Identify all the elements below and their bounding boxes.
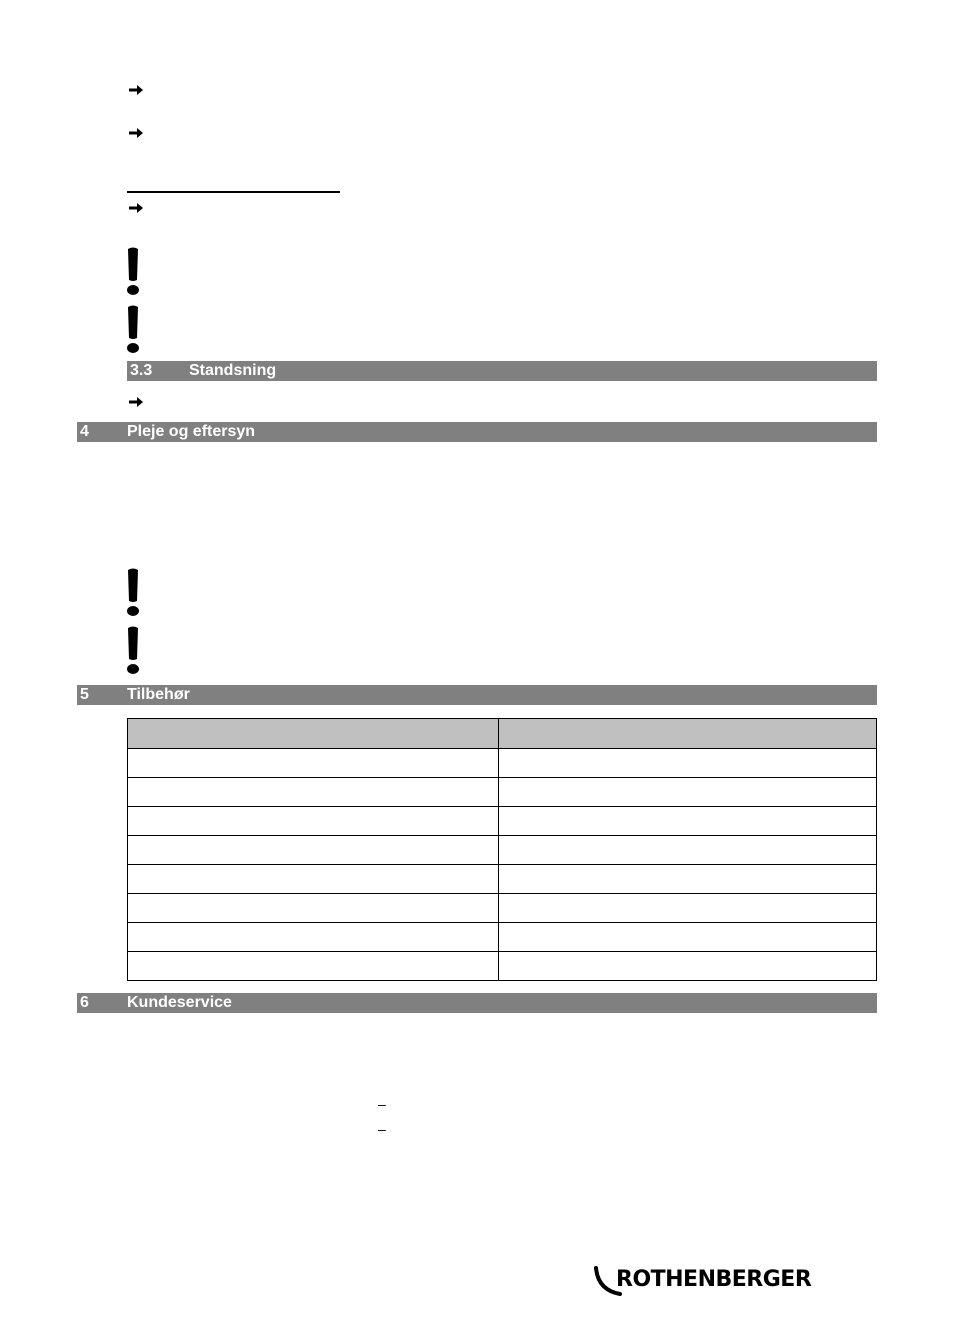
arrow-right-icon xyxy=(128,125,144,141)
accessories-table xyxy=(127,718,877,981)
table-cell xyxy=(128,865,499,894)
section-number: 3.3 xyxy=(130,362,153,379)
section-number: 4 xyxy=(80,423,89,440)
exclamation-icon xyxy=(126,247,140,297)
table-cell xyxy=(128,923,499,952)
arrow-right-icon xyxy=(128,200,144,216)
section-title: Kundeservice xyxy=(127,994,232,1011)
table-cell xyxy=(499,894,877,923)
section-title: Pleje og eftersyn xyxy=(127,423,256,440)
table-cell xyxy=(499,865,877,894)
table-cell xyxy=(499,836,877,865)
table-row xyxy=(128,865,877,894)
exclamation-icon xyxy=(126,568,140,618)
section-title: Tilbehør xyxy=(127,686,190,703)
list-dash: – xyxy=(378,1121,386,1137)
section-heading-6 xyxy=(77,993,877,1013)
table-cell xyxy=(128,836,499,865)
underline-rule xyxy=(127,191,340,193)
arrow-right-icon xyxy=(128,394,144,410)
arrow-right-icon xyxy=(128,82,144,98)
section-number: 6 xyxy=(80,994,89,1011)
exclamation-icon xyxy=(126,305,140,355)
table-cell xyxy=(499,807,877,836)
table-cell xyxy=(499,778,877,807)
table-cell xyxy=(128,807,499,836)
exclamation-icon xyxy=(126,626,140,676)
table-cell xyxy=(499,749,877,778)
table-cell xyxy=(499,952,877,981)
table-row xyxy=(128,836,877,865)
table-header-row xyxy=(128,719,877,749)
rothenberger-logo xyxy=(594,1264,828,1298)
table-header-cell xyxy=(128,719,499,749)
brand-name: ROTHENBERGER xyxy=(616,1267,812,1292)
list-dash: – xyxy=(378,1096,386,1112)
table-cell xyxy=(128,778,499,807)
table-row xyxy=(128,749,877,778)
section-heading-5 xyxy=(77,685,877,705)
table-header-cell xyxy=(499,719,877,749)
section-heading-3-3 xyxy=(127,361,877,381)
section-number: 5 xyxy=(80,686,89,703)
table-cell xyxy=(128,749,499,778)
table-row xyxy=(128,778,877,807)
table-row xyxy=(128,894,877,923)
table-cell xyxy=(128,952,499,981)
section-title: Standsning xyxy=(189,362,277,379)
table-cell xyxy=(128,894,499,923)
table-row xyxy=(128,952,877,981)
table-row xyxy=(128,923,877,952)
table-cell xyxy=(499,923,877,952)
section-heading-4 xyxy=(77,422,877,442)
table-row xyxy=(128,807,877,836)
